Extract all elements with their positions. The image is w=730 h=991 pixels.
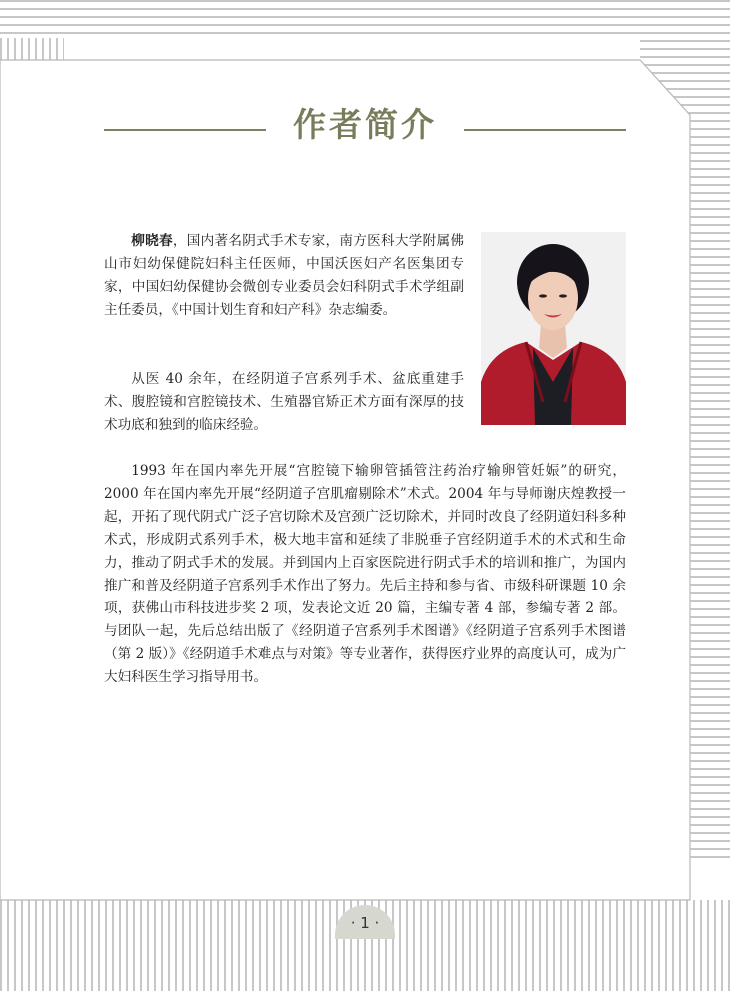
bio-paragraph-1: [104, 230, 464, 322]
bio-paragraph-3-text: 1993 年在国内率先开展“宫腔镜下输卵管插管注药治疗输卵管妊娠”的研究，2000 年在国内率先开展“经阴道子宫肌瘤剔除术”术式。2004 年与导师谢庆煌教授一起，开拓了现代阴式广泛子宫切除术及宫颈广泛切除术，并同时改良了经阴道妇科多种术式，形成阴式系列手术，极大地丰富和延续了非脱垂子宫经阴道手术的术式和生命力，推动了阴式手术的发展。并到国内上百家医院进行阴式手术的培训和推广，为国内推广和普及经阴道子宫系列手术作出了努力。先后主持和参与省、市级科研课题 10 余项，获佛山市科技进步奖 2 项，发表论文近 20 篇，主编专著 4 部，参编专著 2 部。与团队一起，先后总结出版了《经阴道子宫系列手术图谱》《经阴道子宫系列手术图谱（第 2 版）》《经阴道手术难点与对策》等专业著作，获得医疗业界的高度认可，成为广大妇科医生学习指导用书。: [104, 463, 626, 686]
page-number: · 1 ·: [335, 905, 395, 939]
page-title: 作者简介: [293, 105, 437, 144]
bio-paragraph-3: [104, 460, 626, 689]
author-photo: [481, 232, 626, 425]
title-section: [104, 100, 626, 150]
bio-paragraph-2: [104, 368, 464, 437]
author-name: 柳晓春: [131, 233, 173, 249]
title-rule-right: [464, 129, 626, 131]
bio-paragraph-2-text: 从医 40 余年，在经阴道子宫系列手术、盆底重建手术、腹腔镜和宫腔镜技术、生殖器官矫正术方面有深厚的技术功底和独到的临床经验。: [104, 371, 464, 433]
bio-paragraph-1-text: ，国内著名阴式手术专家，南方医科大学附属佛山市妇幼保健院妇科主任医师，中国沃医妇产名医集团专家，中国妇幼保健协会微创专业委员会妇科阴式手术学组副主任委员，《中国计划生育和妇产科》杂志编委。: [104, 233, 465, 318]
